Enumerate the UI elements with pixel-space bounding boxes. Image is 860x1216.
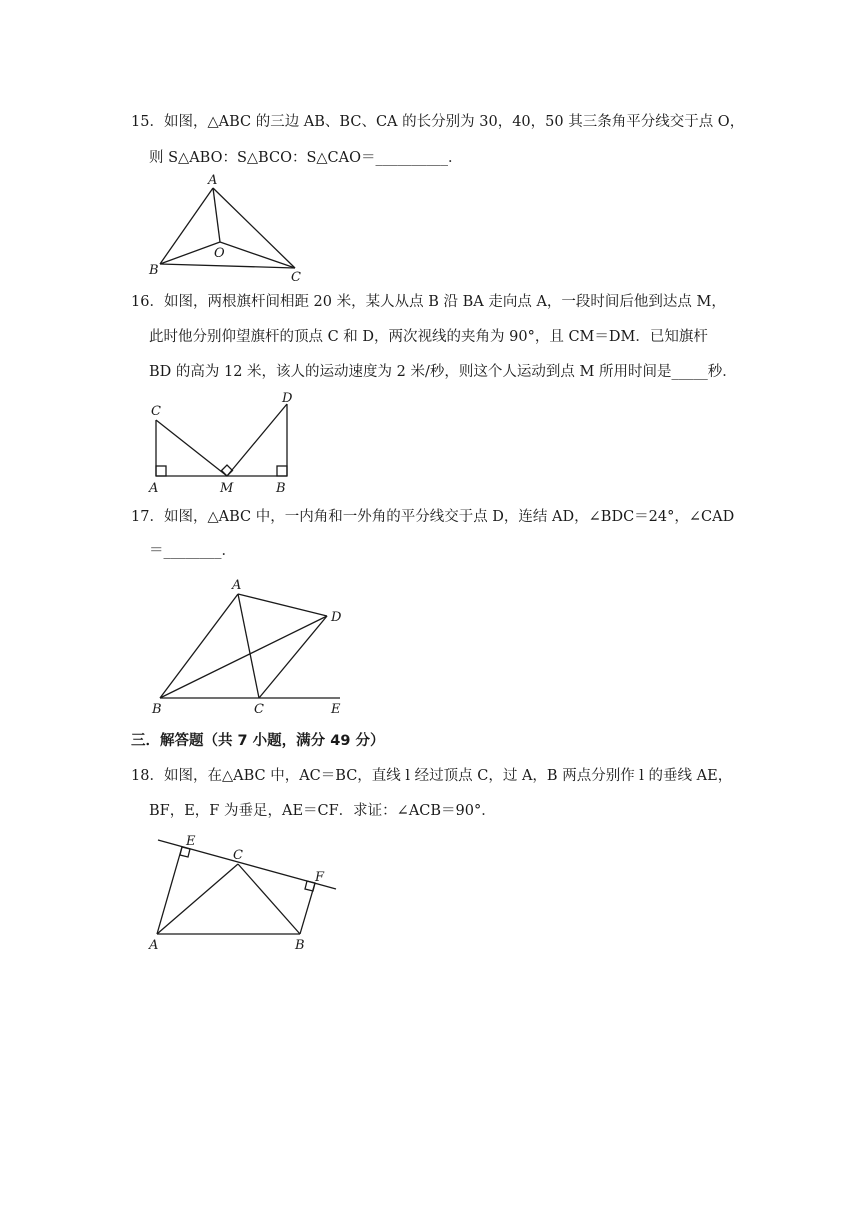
q16-text-line-1: 16．如图，两根旗杆间相距 20 米，某人从点 B 沿 BA 走向点 A，一段时间后他到达点 M， [131, 294, 726, 310]
q16-label-b: B [276, 481, 286, 496]
q16-figure [140, 386, 310, 496]
q18-side-ac [157, 864, 238, 934]
q15-bisector-ao [213, 188, 220, 242]
q15-label-b: B [149, 263, 159, 278]
q18-label-c: C [233, 848, 243, 863]
q15-text-line-2: 则 S△ABO：S△BCO：S△CAO＝__________． [149, 150, 463, 166]
q17-label-a: A [232, 578, 242, 593]
q17-bisector-bd [160, 616, 327, 698]
q17-label-b: B [152, 702, 162, 716]
q18-text-line-1: 18．如图，在△ABC 中，AC＝BC，直线 l 经过顶点 C，过 A，B 两点分别作 l 的垂线 AE， [131, 768, 733, 784]
q18-label-b: B [295, 938, 305, 953]
q15-text-line-1: 15．如图，△ABC 的三边 AB、BC、CA 的长分别为 30，40，50 其三条角平分线交于点 O， [131, 114, 745, 130]
q17-label-c: C [254, 702, 264, 716]
q15-label-a: A [208, 173, 218, 188]
q17-text-line-1: 17．如图，△ABC 中，一内角和一外角的平分线交于点 D，连结 AD，∠BDC＝24°，∠CAD [131, 509, 735, 525]
q17-label-e: E [331, 702, 341, 716]
q16-sightline-dm [227, 404, 287, 476]
q16-label-a: A [149, 481, 159, 496]
q15-label-c: C [291, 270, 301, 285]
q17-bisector-cd [259, 616, 327, 698]
q18-text-line-2: BF，E，F 为垂足，AE＝CF．求证：∠ACB＝90°． [149, 803, 496, 819]
q18-segment-ae [157, 847, 182, 934]
q18-figure [140, 826, 350, 956]
q17-side-ac [238, 594, 259, 698]
q17-text-line-2: ＝________． [149, 543, 236, 559]
q16-right-angle-a [156, 466, 166, 476]
q15-side-ca [213, 188, 295, 268]
section-3-heading: 三．解答题（共 7 小题，满分 49 分） [131, 733, 385, 749]
q15-bisector-co [220, 242, 295, 268]
q16-label-d: D [282, 391, 293, 406]
q17-side-ab [160, 594, 238, 698]
q17-label-d: D [331, 610, 342, 625]
q18-label-f: F [315, 870, 325, 885]
q16-label-m: M [220, 481, 234, 496]
q17-figure [140, 576, 360, 716]
q17-segment-ad [238, 594, 327, 616]
q18-side-bc [238, 864, 300, 934]
q16-text-line-3: BD 的高为 12 米，该人的运动速度为 2 米/秒，则这个人运动到点 M 所用时间是_____秒． [149, 364, 737, 380]
q16-right-angle-b [277, 466, 287, 476]
q15-side-bc [160, 264, 295, 268]
q15-side-ab [160, 188, 213, 264]
q15-figure [140, 168, 320, 288]
q15-bisector-bo [160, 242, 220, 264]
q18-label-e: E [186, 834, 196, 849]
q16-label-c: C [151, 404, 161, 419]
q15-label-o: O [214, 246, 225, 261]
q18-label-a: A [149, 938, 159, 953]
q16-text-line-2: 此时他分别仰望旗杆的顶点 C 和 D，两次视线的夹角为 90°，且 CM＝DM．已知旗杆 [149, 329, 708, 345]
